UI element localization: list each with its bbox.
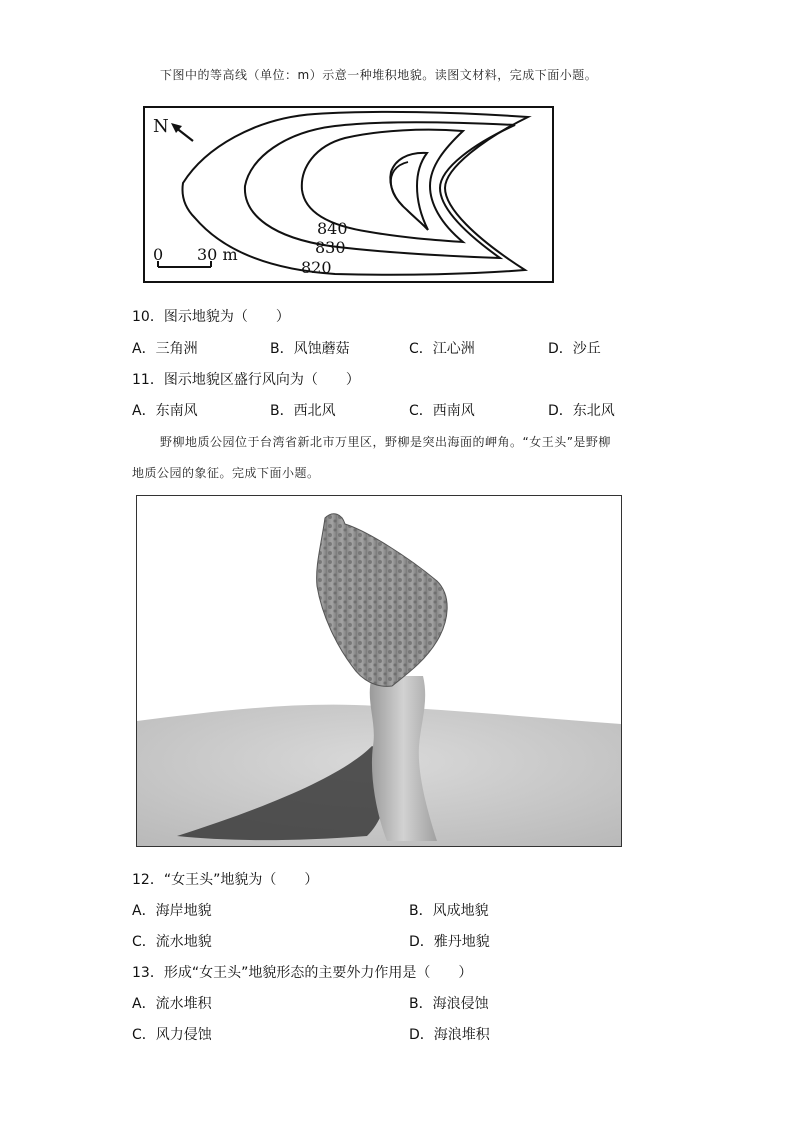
question-11-stem: 11．图示地貌区盛行风向为（ ）: [132, 372, 360, 388]
section2-intro-line1: 野柳地质公园位于台湾省新北市万里区，野柳是突出海面的岬角。“女王头”是野柳: [160, 435, 611, 449]
question-12-option-a[interactable]: A．海岸地貌: [132, 903, 212, 919]
north-label: N: [153, 116, 169, 137]
rock-head: [317, 514, 448, 687]
question-12-option-d[interactable]: D．雅丹地貌: [409, 934, 490, 950]
contour-map-figure: [143, 106, 554, 283]
contour-label-820: 820: [301, 258, 332, 277]
question-10-stem: 10．图示地貌为（ ）: [132, 309, 290, 325]
question-11-option-d[interactable]: D．东北风: [548, 403, 615, 419]
contour-label-830: 830: [315, 238, 346, 257]
scale-zero-label: 0: [153, 245, 164, 264]
question-12-stem: 12．“女王头”地貌为（ ）: [132, 872, 319, 888]
contour-label-840: 840: [317, 219, 348, 238]
question-10-option-c[interactable]: C．江心洲: [409, 341, 475, 357]
queens-head-rock-photo: [136, 495, 622, 847]
question-10-option-b[interactable]: B．风蚀蘑菇: [270, 341, 350, 357]
question-13-option-c[interactable]: C．风力侵蚀: [132, 1027, 212, 1043]
section1-intro: 下图中的等高线（单位：m）示意一种堆积地貌。读图文材料，完成下面小题。: [160, 68, 598, 82]
question-13-stem: 13．形成“女王头”地貌形态的主要外力作用是（ ）: [132, 965, 473, 981]
queens-head-rock-image: [137, 496, 621, 846]
question-13-option-a[interactable]: A．流水堆积: [132, 996, 212, 1012]
question-11-option-c[interactable]: C．西南风: [409, 403, 475, 419]
question-11-option-b[interactable]: B．西北风: [270, 403, 336, 419]
section2-intro-line2: 地质公园的象征。完成下面小题。: [132, 466, 320, 480]
question-12-option-b[interactable]: B．风成地貌: [409, 903, 489, 919]
question-13-option-d[interactable]: D．海浪堆积: [409, 1027, 490, 1043]
question-13-option-b[interactable]: B．海浪侵蚀: [409, 996, 489, 1012]
question-11-option-a[interactable]: A．东南风: [132, 403, 198, 419]
question-12-option-c[interactable]: C．流水地貌: [132, 934, 212, 950]
contour-line-inner: [390, 153, 428, 230]
scale-value-label: 30 m: [197, 245, 238, 264]
question-10-option-d[interactable]: D．沙丘: [548, 341, 601, 357]
question-10-option-a[interactable]: A．三角洲: [132, 341, 198, 357]
contour-line-830: [245, 122, 515, 258]
